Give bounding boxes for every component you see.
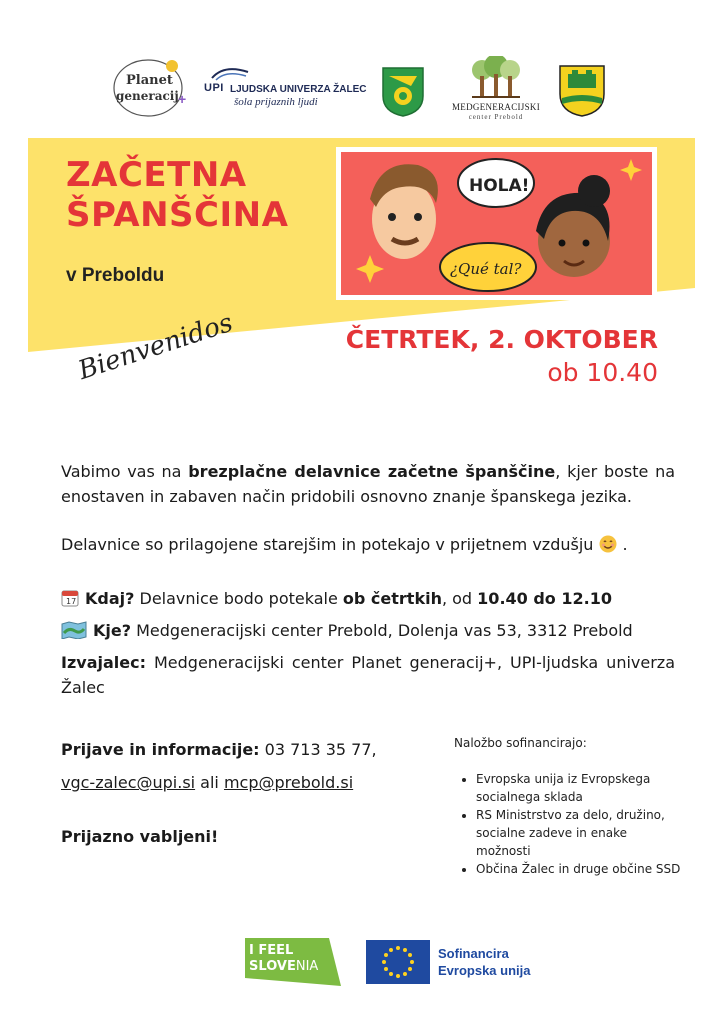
contact-label: Prijave in informacije: xyxy=(61,740,260,759)
i-feel-slovenia-logo xyxy=(245,938,341,986)
closing-text: Prijazno vabljeni! xyxy=(61,827,219,846)
where-label: Kje? xyxy=(93,621,132,640)
email-link-vgc[interactable]: vgc-zalec@upi.si xyxy=(61,773,196,792)
subtitle: v Preboldu xyxy=(66,265,165,286)
contact-phone-row xyxy=(61,740,377,759)
eu-line-1: Sofinancira xyxy=(438,946,509,961)
medgeneracijski-center-logo xyxy=(452,56,540,122)
eu-text xyxy=(438,945,530,979)
intro-paragraph: Vabimo vas na brezplačne delavnice začetne španščine, kjer boste na enostaven in zabaven način pridobili osnovno znanje španskega jezika. xyxy=(61,462,676,506)
prebold-coat-of-arms-icon xyxy=(381,66,425,118)
planet-logo-text-1: Planet xyxy=(126,73,173,88)
adapted-paragraph: Delavnice so prilagojene starejšim in potekajo v prijetnem vzdušju . xyxy=(61,535,628,554)
cofunding-box xyxy=(454,736,684,878)
ifeel-nia: NIA xyxy=(295,959,319,974)
title-line-1: ZAČETNA xyxy=(66,155,247,195)
eu-flag-icon xyxy=(366,940,430,984)
provider-label: Izvajalec: xyxy=(61,653,146,672)
svg-text:+: + xyxy=(178,91,187,107)
planet-logo-text-2: generacij xyxy=(116,89,179,103)
cofunding-list xyxy=(454,770,684,878)
cofunding-item: • Evropska unija iz Evropskega socialnega sklada xyxy=(476,770,684,806)
page-title xyxy=(66,155,288,235)
cofunding-item: • Občina Žalec in druge občine SSD xyxy=(476,860,684,878)
intro-highlight: brezplačne delavnice začetne španščine xyxy=(188,462,556,481)
planet-generacij-logo xyxy=(110,52,190,122)
where-row: Kje? Medgeneracijski center Prebold, Dolenja vas 53, 3312 Prebold xyxy=(61,618,675,643)
calendar-icon xyxy=(61,589,79,607)
smile-emoji-icon xyxy=(599,535,617,553)
cofunding-item: • RS Ministrstvo za delo, družino, socialne zadeve in enake možnosti xyxy=(476,806,684,860)
bubble-que-tal: ¿Qué tal? xyxy=(450,260,522,278)
upi-name: LJUDSKA UNIVERZA ŽALEC xyxy=(230,84,367,95)
mgc-name: MEDGENERACIJSKI xyxy=(452,102,541,112)
svg-text:SLOVENIA xyxy=(249,959,318,974)
ifeel-s: S xyxy=(249,959,259,974)
ifeel-love: LOVE xyxy=(258,959,296,974)
upi-logo xyxy=(204,66,367,110)
when-row: 17 Kdaj? Delavnice bodo potekale ob četrtkih, od 10.40 do 12.10 xyxy=(61,586,675,611)
eu-line-2: Evropska unija xyxy=(438,963,531,978)
email-link-mcp[interactable]: mcp@prebold.si xyxy=(223,773,354,792)
event-date: ČETRTEK, 2. OKTOBER xyxy=(345,325,658,354)
upi-mark: UPI xyxy=(204,82,224,94)
map-icon xyxy=(61,621,87,639)
upi-slogan: šola prijaznih ljudi xyxy=(234,96,318,108)
spanish-greeting-illustration xyxy=(336,147,657,300)
ifeel-line-1: I FEEL xyxy=(249,943,294,958)
title-line-2: ŠPANŠČINA xyxy=(66,195,289,235)
when-label: Kdaj? xyxy=(85,589,135,608)
contact-email-row: vgc-zalec@upi.si ali mcp@prebold.si xyxy=(61,773,354,792)
cofunding-heading: Naložbo sofinancirajo: xyxy=(454,736,587,750)
eu-cofunding-logo xyxy=(366,940,546,984)
event-time: ob 10.40 xyxy=(547,358,658,387)
svg-text:17: 17 xyxy=(66,597,77,606)
provider-row: Izvajalec: Medgeneracijski center Planet generacij+, UPI-ljudska univerza Žalec xyxy=(61,653,675,697)
mgc-sub: center Prebold xyxy=(468,113,524,121)
bienvenidos-script: Bienvenidos xyxy=(74,307,237,386)
zalec-coat-of-arms-icon xyxy=(558,64,606,118)
contact-phone: 03 713 35 77, xyxy=(259,740,377,759)
bubble-hola: HOLA! xyxy=(469,176,530,196)
